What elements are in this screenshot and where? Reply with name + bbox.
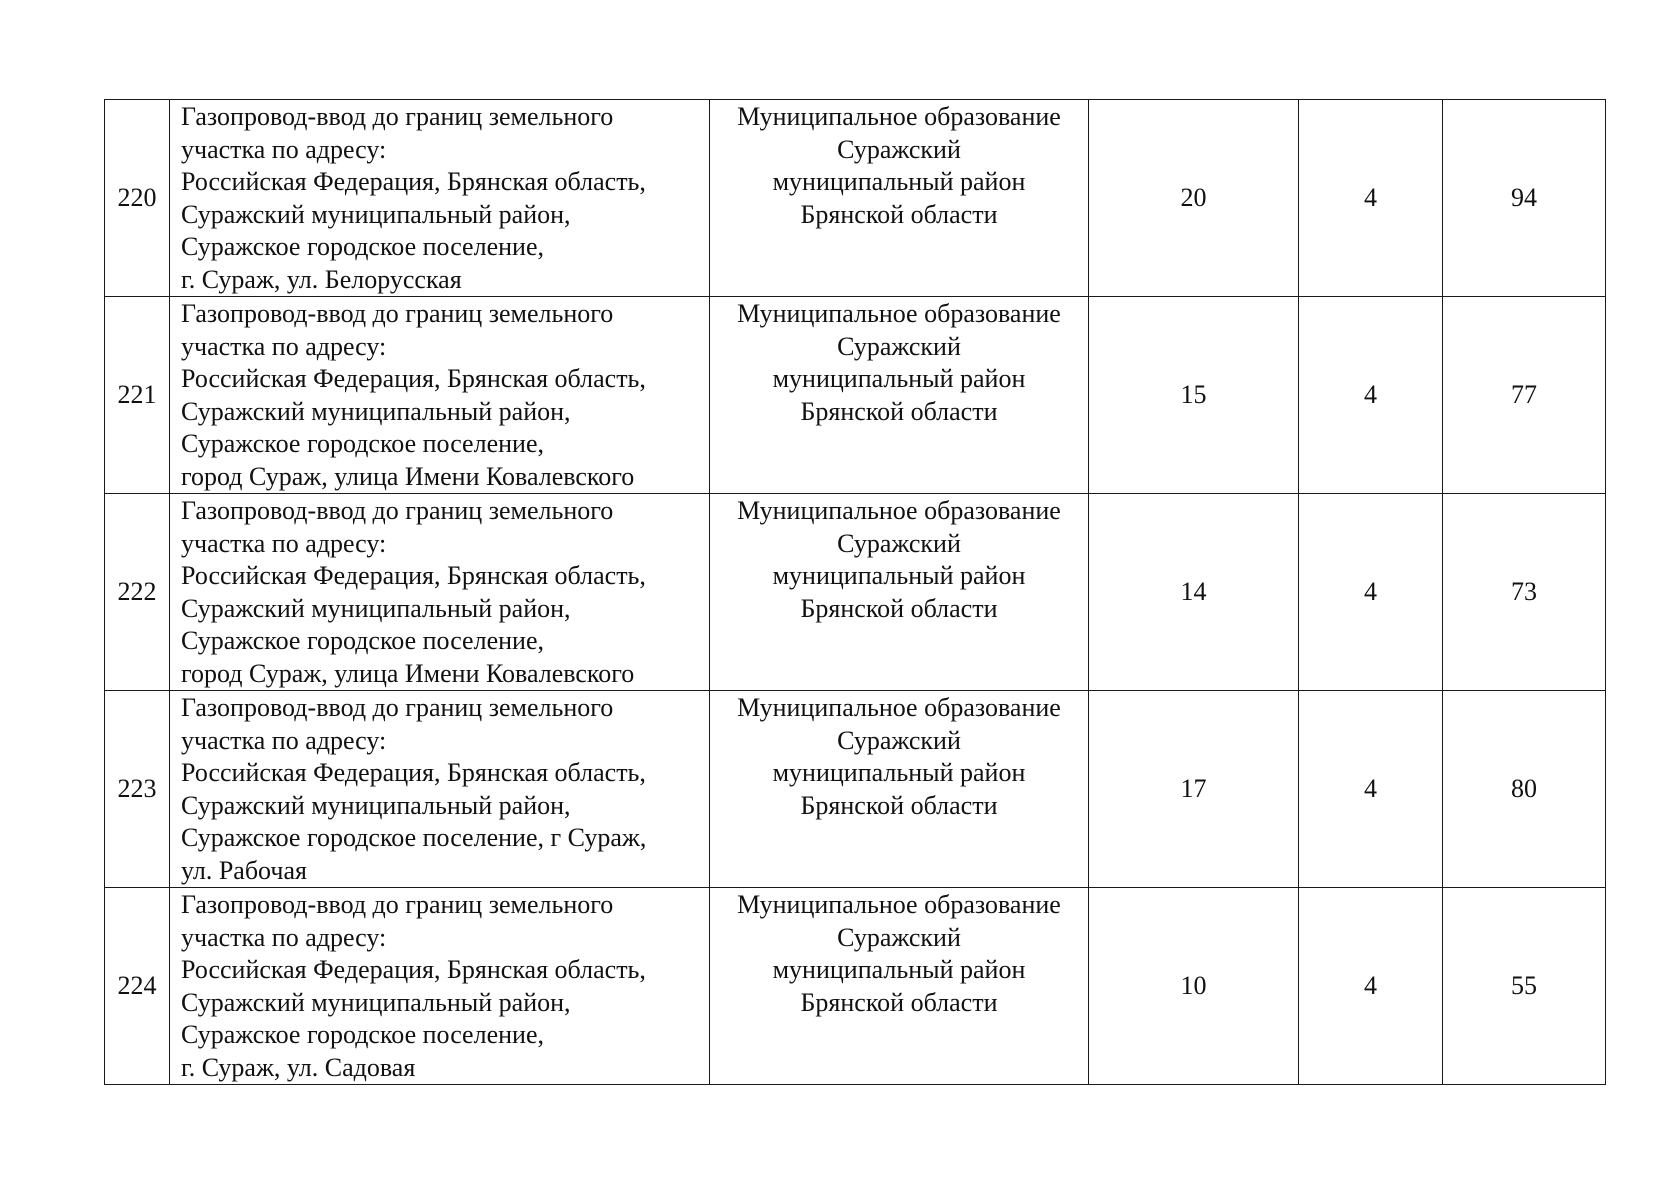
owner-name-line: Брянской области [800, 593, 998, 623]
object-description-line: город Сураж, улица Имени Ковалевского [181, 461, 635, 491]
owner-name-line: муниципальный район [772, 758, 1026, 787]
row-number: 223 [105, 691, 170, 888]
owner-name-line: Брянской области [800, 199, 998, 229]
value-cell-3: 80 [1443, 691, 1606, 888]
value-cell-3: 55 [1443, 888, 1606, 1085]
table-row [105, 691, 1606, 888]
table-row [105, 494, 1606, 691]
owner-name-line: Муниципальное образование [737, 496, 1061, 525]
object-description-line: участка по адресу: [181, 922, 387, 952]
owner-name-line: Муниципальное образование [737, 299, 1061, 328]
owner-name-line: Брянской области [800, 790, 998, 820]
value-cell-2: 4 [1299, 297, 1443, 494]
records-table [104, 99, 1606, 1085]
value-cell-3: 77 [1443, 297, 1606, 494]
table-row [105, 100, 1606, 297]
value-cell-1: 17 [1089, 691, 1299, 888]
table-body [105, 100, 1606, 1085]
table-row [105, 888, 1606, 1085]
owner-name-line: Суражский [837, 725, 961, 755]
owner-name-line: муниципальный район [772, 955, 1026, 984]
value-cell-1: 20 [1089, 100, 1299, 297]
owner-name [710, 297, 1089, 494]
object-description-line: Суражское городское поселение, [181, 1020, 544, 1049]
owner-name-line: Суражский [837, 134, 961, 164]
owner-name-line: Суражский [837, 922, 961, 952]
owner-name-line: муниципальный район [772, 561, 1026, 590]
object-description-line: Газопровод-ввод до границ земельного [181, 299, 614, 328]
row-number: 220 [105, 100, 170, 297]
owner-name-line: муниципальный район [772, 364, 1026, 393]
object-description-line: участка по адресу: [181, 725, 387, 755]
object-description-line: город Сураж, улица Имени Ковалевского [181, 658, 635, 688]
row-number: 222 [105, 494, 170, 691]
object-description-line: г. Сураж, ул. Садовая [181, 1052, 416, 1082]
object-description-line: Суражское городское поселение, [181, 429, 544, 458]
object-description-line: Российская Федерация, Брянская область, [181, 955, 646, 984]
object-description-line: г. Сураж, ул. Белорусская [181, 264, 462, 294]
table-row [105, 297, 1606, 494]
value-cell-2: 4 [1299, 888, 1443, 1085]
owner-name-line: Брянской области [800, 396, 998, 426]
object-description-line: Российская Федерация, Брянская область, [181, 561, 646, 590]
object-description [170, 297, 710, 494]
object-description-line: Российская Федерация, Брянская область, [181, 167, 646, 196]
object-description-line: Суражское городское поселение, [181, 626, 544, 655]
owner-name [710, 888, 1089, 1085]
value-cell-1: 15 [1089, 297, 1299, 494]
object-description-line: ул. Рабочая [181, 855, 307, 885]
value-cell-1: 10 [1089, 888, 1299, 1085]
object-description-line: Суражский муниципальный район, [181, 396, 571, 426]
object-description [170, 494, 710, 691]
object-description-line: Суражское городское поселение, г Сураж, [181, 823, 647, 852]
owner-name [710, 691, 1089, 888]
object-description-line: Суражский муниципальный район, [181, 790, 571, 820]
owner-name-line: Муниципальное образование [737, 102, 1061, 131]
object-description-line: Газопровод-ввод до границ земельного [181, 693, 614, 722]
object-description-line: Российская Федерация, Брянская область, [181, 364, 646, 393]
object-description-line: Суражский муниципальный район, [181, 593, 571, 623]
value-cell-2: 4 [1299, 691, 1443, 888]
object-description-line: Газопровод-ввод до границ земельного [181, 102, 614, 131]
object-description [170, 888, 710, 1085]
row-number: 224 [105, 888, 170, 1085]
owner-name [710, 100, 1089, 297]
owner-name-line: Суражский [837, 331, 961, 361]
owner-name-line: Брянской области [800, 987, 998, 1017]
row-number: 221 [105, 297, 170, 494]
object-description-line: участка по адресу: [181, 134, 387, 164]
object-description-line: участка по адресу: [181, 331, 387, 361]
object-description-line: участка по адресу: [181, 528, 387, 558]
owner-name-line: Суражский [837, 528, 961, 558]
value-cell-3: 73 [1443, 494, 1606, 691]
object-description-line: Суражский муниципальный район, [181, 987, 571, 1017]
value-cell-2: 4 [1299, 494, 1443, 691]
owner-name-line: муниципальный район [772, 167, 1026, 196]
object-description-line: Суражский муниципальный район, [181, 199, 571, 229]
object-description-line: Российская Федерация, Брянская область, [181, 758, 646, 787]
object-description [170, 691, 710, 888]
object-description-line: Газопровод-ввод до границ земельного [181, 496, 614, 525]
object-description [170, 100, 710, 297]
owner-name-line: Муниципальное образование [737, 693, 1061, 722]
value-cell-3: 94 [1443, 100, 1606, 297]
value-cell-1: 14 [1089, 494, 1299, 691]
owner-name [710, 494, 1089, 691]
value-cell-2: 4 [1299, 100, 1443, 297]
object-description-line: Газопровод-ввод до границ земельного [181, 890, 614, 919]
owner-name-line: Муниципальное образование [737, 890, 1061, 919]
object-description-line: Суражское городское поселение, [181, 232, 544, 261]
